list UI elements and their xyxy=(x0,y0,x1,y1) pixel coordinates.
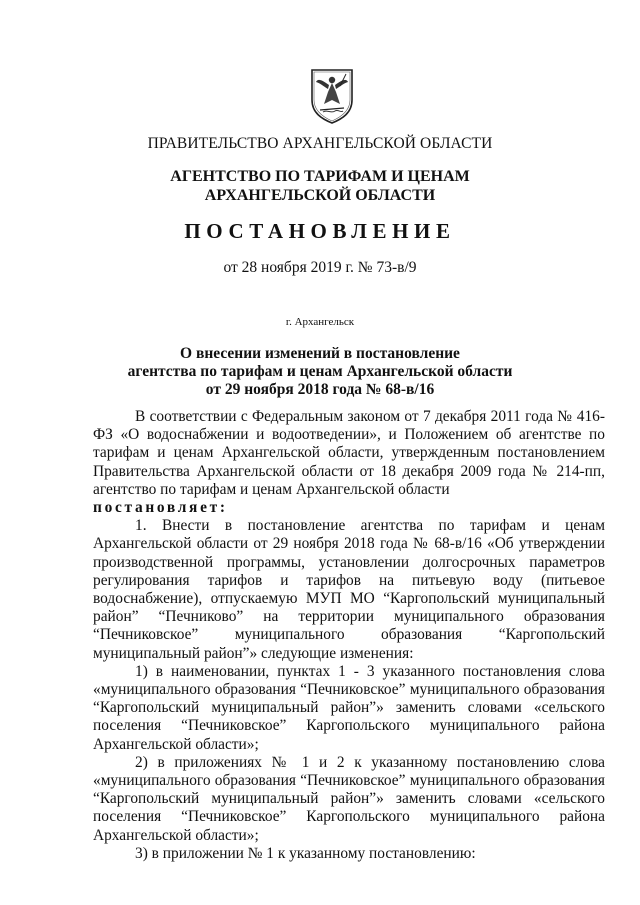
item-1-paragraph: 1. Внести в постановление агентства по тарифам и ценам Архангельской области от 29 ноября 2018 года № 68-в/16 «Об утверждении производственной программы, установлении долгосрочных параметров регулирования тарифов и тарифов на питьевую воду (питьевое водоснабжение), отпускаемую МУП МО “Каргопольский муниципальный район” “Печниково” на территории муниципального образования “Печниковское” муниципального образования “Каргопольский муниципальный район”» следующие изменения: xyxy=(93,517,605,662)
agency-title-line-1: АГЕНТСТВО ПО ТАРИФАМ И ЦЕНАМ xyxy=(170,168,470,185)
subject-line-1: О внесении изменений в постановление xyxy=(180,345,460,362)
agency-title xyxy=(0,167,640,205)
subitem-2-paragraph: 2) в приложениях № 1 и 2 к указанному постановлению слова «муниципального образования “Печниковское” муниципального образования “Каргопольский муниципальный район”» заменить словами «сельского поселения “Печниковское” Каргопольского муниципального района Архангельской области»; xyxy=(93,753,605,844)
government-title: ПРАВИТЕЛЬСТВО АРХАНГЕЛЬСКОЙ ОБЛАСТИ xyxy=(147,135,493,152)
intro-paragraph: В соответствии с Федеральным законом от 7 декабря 2011 года № 416-ФЗ «О водоснабжении и водоотведении», и Положением об агентстве по тарифам и ценам Архангельской области, утвержденным постановлением Правительства Архангельской области от 18 декабря 2009 года № 214-пп, агентство по тарифам и ценам Архангельской области xyxy=(93,408,605,498)
subject-line-2: агентства по тарифам и ценам Архангельской области xyxy=(127,363,513,380)
subitem-3-paragraph: 3) в приложении № 1 к указанному постановлению: xyxy=(135,844,476,862)
agency-title-line-2: АРХАНГЕЛЬСКОЙ ОБЛАСТИ xyxy=(204,187,436,204)
subitem-1-paragraph: 1) в наименовании, пунктах 1 - 3 указанного постановления слова «муниципального образования “Печниковское” муниципального образования “Каргопольский муниципальный район”» заменить словами «сельского поселения “Печниковское” Каргопольского муниципального района Архангельской области»; xyxy=(93,662,605,753)
document-type-title: ПОСТАНОВЛЕНИЕ xyxy=(184,219,456,243)
coat-of-arms-emblem xyxy=(309,68,355,124)
subject-line-3: от 29 ноября 2018 года № 68-в/16 xyxy=(205,381,435,398)
document-city: г. Архангельск xyxy=(285,316,355,328)
document-body xyxy=(93,408,605,863)
document-date-number: от 28 ноября 2019 г. № 73-в/9 xyxy=(223,259,417,276)
resolves-keyword: постановляет: xyxy=(93,499,228,517)
document-subject xyxy=(0,345,640,399)
